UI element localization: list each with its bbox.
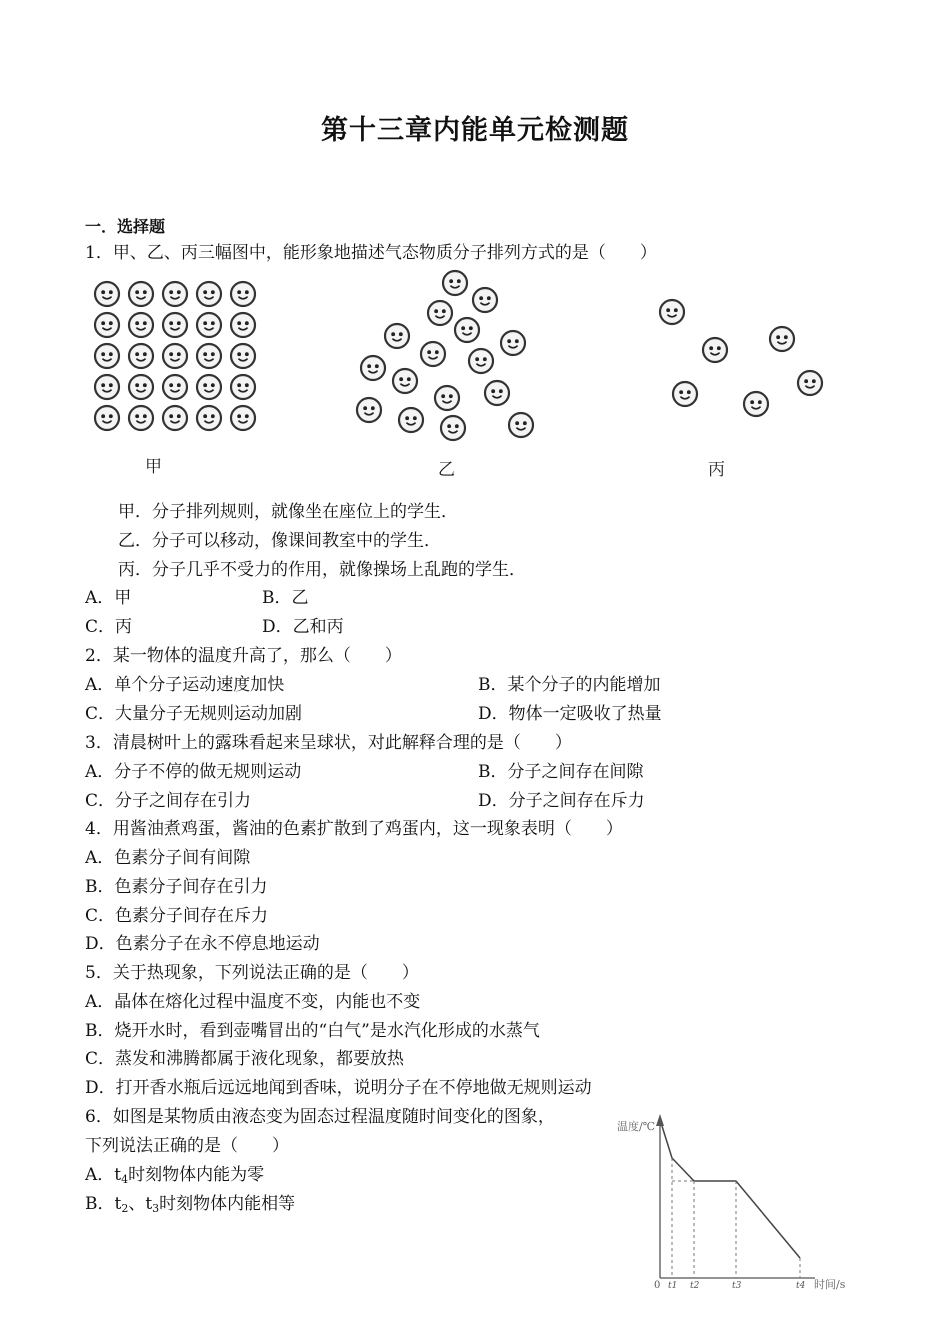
q3-stem: 3．清晨树叶上的露珠看起来呈球状，对此解释合理的是（ ） <box>85 733 572 753</box>
molecule-icon <box>95 313 119 337</box>
molecule-icon <box>231 406 255 430</box>
molecule-icon <box>421 342 445 366</box>
q2-option-c[interactable]: C．大量分子无规则运动加剧 <box>85 704 303 724</box>
q6-option-b-post: 时刻物体内能相等 <box>159 1194 296 1214</box>
q5-option-b[interactable]: B．烧开水时，看到壶嘴冒出的“白气”是水汽化形成的水蒸气 <box>85 1021 540 1041</box>
molecule-icon <box>129 313 153 337</box>
q6-option-a-sub: 4 <box>121 1173 129 1186</box>
q1-note-yi: 乙．分子可以移动，像课间教室中的学生． <box>118 531 441 551</box>
molecule-icon <box>469 349 493 373</box>
molecule-icon <box>95 344 119 368</box>
molecule-icon <box>485 381 509 405</box>
molecule-icon <box>163 282 187 306</box>
molecule-icon <box>129 282 153 306</box>
molecule-icon <box>703 338 727 362</box>
molecule-icon <box>501 331 525 355</box>
molecule-icon <box>660 300 684 324</box>
molecule-icon <box>163 344 187 368</box>
molecule-icon <box>163 406 187 430</box>
molecule-icon <box>231 375 255 399</box>
q6-option-b-mid: 、t <box>128 1194 153 1214</box>
figure-label-bing: 丙 <box>708 460 725 480</box>
graph-tick-t2: t2 <box>690 1281 700 1291</box>
molecule-figure-gas <box>650 292 835 422</box>
q1-stem: 1．甲、乙、丙三幅图中，能形象地描述气态物质分子排列方式的是（ ） <box>85 243 657 263</box>
molecule-icon <box>197 406 221 430</box>
molecule-icon <box>357 398 381 422</box>
q4-option-a[interactable]: A．色素分子间有间隙 <box>85 848 251 868</box>
q1-note-jia: 甲．分子排列规则，就像坐在座位上的学生． <box>118 502 458 522</box>
q3-option-a[interactable]: A．分子不停的做无规则运动 <box>85 762 302 782</box>
q6-option-a-post: 时刻物体内能为零 <box>128 1165 265 1185</box>
q5-stem: 5．关于热现象，下列说法正确的是（ ） <box>85 963 419 983</box>
molecule-icon <box>399 408 423 432</box>
q6-stem-line2: 下列说法正确的是（ ） <box>85 1136 289 1156</box>
q5-option-a[interactable]: A．晶体在熔化过程中温度不变，内能也不变 <box>85 992 421 1012</box>
q5-option-d[interactable]: D．打开香水瓶后远远地闻到香味，说明分子在不停地做无规则运动 <box>85 1078 592 1098</box>
q6-option-b-sub2: 3 <box>152 1202 160 1215</box>
molecule-figure-solid <box>85 278 270 438</box>
q1-note-bing: 丙．分子几乎不受力的作用，就像操场上乱跑的学生． <box>118 560 526 580</box>
molecule-figure-liquid <box>345 268 555 448</box>
molecule-icon <box>129 375 153 399</box>
molecule-icon <box>673 382 697 406</box>
molecule-icon <box>473 288 497 312</box>
q6-option-b-pre: B．t <box>85 1194 122 1214</box>
molecule-icon <box>385 324 409 348</box>
q5-option-c[interactable]: C．蒸发和沸腾都属于液化现象，都要放热 <box>85 1049 405 1069</box>
molecule-icon <box>197 282 221 306</box>
q3-option-c[interactable]: C．分子之间存在引力 <box>85 791 252 811</box>
q4-stem: 4．用酱油煮鸡蛋，酱油的色素扩散到了鸡蛋内，这一现象表明（ ） <box>85 819 623 839</box>
molecule-icon <box>428 301 452 325</box>
molecule-icon <box>163 375 187 399</box>
q3-option-d[interactable]: D．分子之间存在斥力 <box>478 791 645 811</box>
q2-option-b[interactable]: B．某个分子的内能增加 <box>478 675 661 695</box>
molecule-icon <box>443 271 467 295</box>
graph-tick-t4: t4 <box>796 1281 806 1291</box>
q1-option-b[interactable]: B．乙 <box>262 588 309 608</box>
graph-tick-t3: t3 <box>732 1281 742 1291</box>
molecule-icon <box>231 344 255 368</box>
graph-origin-label: 0 <box>654 1280 661 1291</box>
molecule-icon <box>361 356 385 380</box>
q6-option-a-pre: A．t <box>85 1165 122 1185</box>
q3-option-b[interactable]: B．分子之间存在间隙 <box>478 762 644 782</box>
page-title: 第十三章内能单元检测题 <box>321 115 629 146</box>
q1-option-a[interactable]: A．甲 <box>85 588 132 608</box>
molecule-icon <box>95 375 119 399</box>
q4-option-d[interactable]: D．色素分子在永不停息地运动 <box>85 934 320 954</box>
q4-option-c[interactable]: C．色素分子间存在斥力 <box>85 906 269 926</box>
molecule-icon <box>744 392 768 416</box>
q6-option-a[interactable] <box>85 1164 264 1191</box>
q2-option-a[interactable]: A．单个分子运动速度加快 <box>85 675 285 695</box>
graph-tick-t1: t1 <box>668 1281 678 1291</box>
graph-curve <box>662 1126 800 1258</box>
molecule-icon <box>231 313 255 337</box>
molecule-icon <box>435 386 459 410</box>
q2-stem: 2．某一物体的温度升高了，那么（ ） <box>85 646 402 666</box>
q4-option-b[interactable]: B．色素分子间存在引力 <box>85 877 268 897</box>
graph-x-label: 时间/s <box>814 1278 846 1291</box>
molecule-icon <box>163 313 187 337</box>
molecule-icon <box>197 344 221 368</box>
q6-option-b-sub1: 2 <box>121 1202 129 1215</box>
molecule-icon <box>441 416 465 440</box>
q2-option-d[interactable]: D．物体一定吸收了热量 <box>478 704 662 724</box>
molecule-icon <box>129 344 153 368</box>
molecule-icon <box>509 413 533 437</box>
molecule-icon <box>129 406 153 430</box>
molecule-icon <box>231 282 255 306</box>
q1-option-c[interactable]: C．丙 <box>85 617 133 637</box>
q6-stem-line1: 6．如图是某物质由液态变为固态过程温度随时间变化的图象， <box>85 1107 555 1127</box>
q1-option-d[interactable]: D．乙和丙 <box>262 617 344 637</box>
molecule-icon <box>770 327 794 351</box>
molecule-icon <box>455 318 479 342</box>
q6-option-b[interactable] <box>85 1193 295 1220</box>
molecule-icon <box>798 371 822 395</box>
molecule-icon <box>197 313 221 337</box>
molecule-icon <box>393 369 417 393</box>
molecule-icon <box>197 375 221 399</box>
molecule-icon <box>95 282 119 306</box>
figure-label-yi: 乙 <box>438 460 455 480</box>
graph-y-arrow <box>656 1114 664 1126</box>
molecule-icon <box>95 406 119 430</box>
section-title: 一．选择题 <box>85 217 166 236</box>
graph-y-label: 温度/℃ <box>617 1120 656 1133</box>
cooling-curve-graph <box>610 1108 860 1293</box>
figure-label-jia: 甲 <box>145 457 162 477</box>
